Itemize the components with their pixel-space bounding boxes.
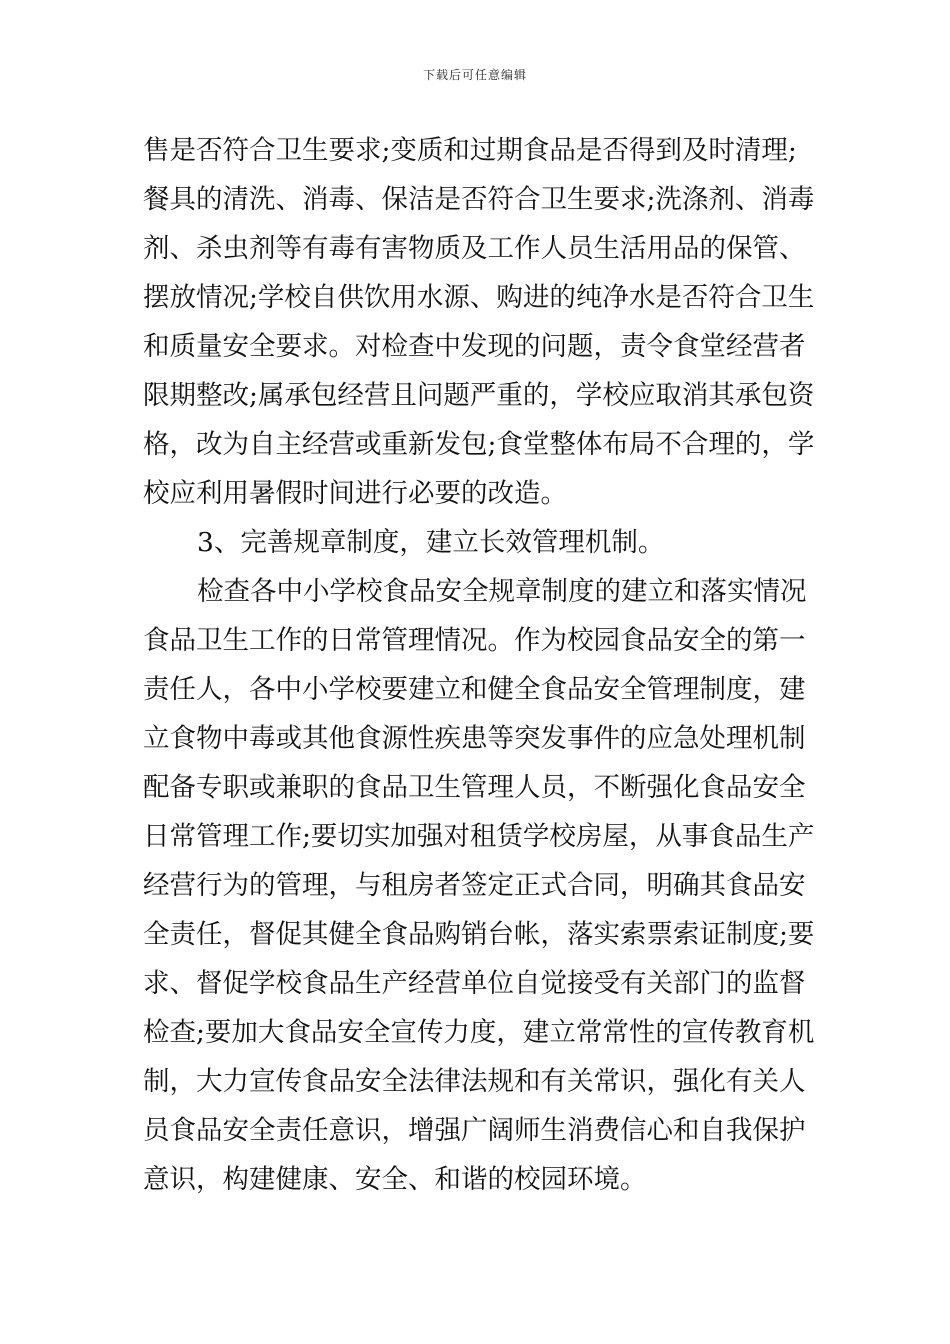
text-line: 全责任，督促其健全食品购销台帐，落实索票索证制度;要	[143, 919, 815, 950]
text-line: 求、督促学校食品生产经营单位自觉接受有关部门的监督	[143, 968, 806, 999]
text-line: 售是否符合卫生要求;变质和过期食品是否得到及时清理;	[143, 135, 797, 166]
text-line: 检查;要加大食品安全宣传力度，建立常常性的宣传教育机	[143, 1017, 815, 1048]
paragraph-start-line: 检查各中小学校食品安全规章制度的建立和落实情况	[197, 576, 807, 607]
text-line: 格，改为自主经营或重新发包;食堂整体布局不合理的，学	[143, 429, 815, 460]
text-line: 配备专职或兼职的食品卫生管理人员，不断强化食品安全	[143, 772, 806, 803]
text-line: 立食物中毒或其他食源性疾患等突发事件的应急处理机制	[143, 723, 806, 754]
text-line: 经营行为的管理，与租房者签定正式合同，明确其食品安	[143, 870, 806, 901]
text-line: 餐具的清洗、消毒、保洁是否符合卫生要求;洗涤剂、消毒	[143, 184, 815, 215]
section-heading: 3、完善规章制度，建立长效管理机制。	[197, 527, 665, 558]
text-line: 食品卫生工作的日常管理情况。作为校园食品安全的第一	[143, 625, 806, 656]
text-line: 责任人，各中小学校要建立和健全食品安全管理制度，建	[143, 674, 806, 705]
text-line: 摆放情况;学校自供饮用水源、购进的纯净水是否符合卫生	[143, 282, 815, 313]
text-line: 员食品安全责任意识，增强广阔师生消费信心和自我保护	[143, 1115, 806, 1146]
document-body	[143, 126, 815, 1204]
text-line: 剂、杀虫剂等有毒有害物质及工作人员生活用品的保管、	[143, 233, 806, 264]
text-line: 限期整改;属承包经营且问题严重的，学校应取消其承包资	[143, 380, 815, 411]
text-line: 日常管理工作;要切实加强对租赁学校房屋，从事食品生产	[143, 821, 815, 852]
text-line: 意识，构建健康、安全、和谐的校园环境。	[143, 1164, 647, 1195]
text-line: 和质量安全要求。对检查中发现的问题，责令食堂经营者	[143, 331, 806, 362]
text-line: 校应利用暑假时间进行必要的改造。	[143, 478, 567, 509]
page-header: 下载后可任意编辑	[422, 68, 527, 82]
text-line: 制，大力宣传食品安全法律法规和有关常识，强化有关人	[143, 1066, 806, 1097]
